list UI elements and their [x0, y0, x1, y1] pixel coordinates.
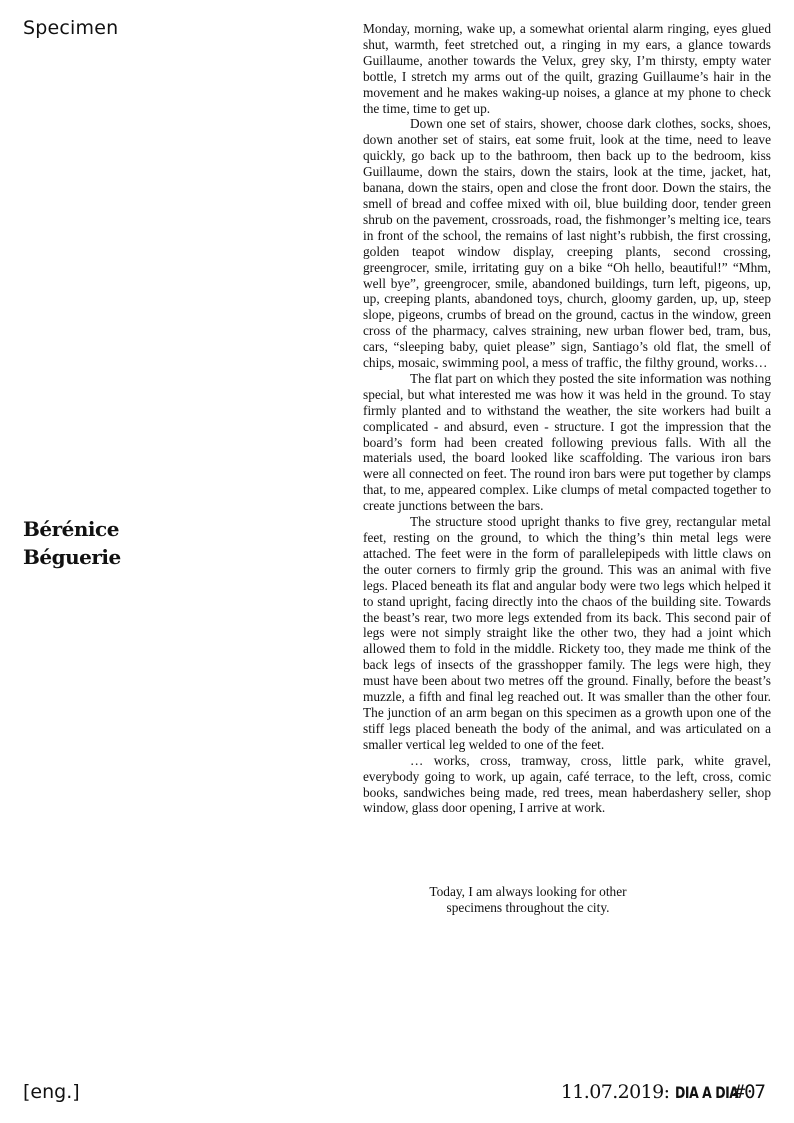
- article-paragraph: … works, cross, tramway, cross, little park, white gravel, everybody going to work, up again, café terrace, to the left, cross, comic books, sandwiches being made, red trees, mean haberdashery seller, shop window, glass door opening, I arrive at work.: [363, 752, 771, 816]
- author-last-name: Béguerie: [23, 545, 121, 569]
- closing-statement: [363, 884, 693, 916]
- series-name: DIA A DIA: [674, 1083, 739, 1102]
- issue-date: 11.07.2019:: [560, 1081, 670, 1103]
- article-paragraph: The structure stood upright thanks to five grey, rectangular metal feet, resting on the ground, to which the thing’s thin metal legs were attached. The feet were in the form of parallelepipeds with little claws on the outer corners to firmly grip the ground. This was an animal with five legs. Placed beneath its flat and angular body were two legs which helped it to stand upright, facing directly into the chaos of the building site. Towards the beast’s rear, two more legs extended from its back. This second pair of legs were not simply straight like the other two, they had a joint which allowed them to fold in the middle. Rickety too, they made me think of the back legs of insects of the grasshopper family. The legs were high, they must have been about two metres off the ground. Finally, before the beast’s muzzle, a fifth and final leg reached out. It was smaller than the other four. The junction of an arm began on this specimen as a growth upon one of the stiff legs placed beneath the body of the animal, and was articulated on a smaller vertical leg welded to one of the feet.: [363, 514, 771, 752]
- issue-number: #07: [733, 1081, 765, 1103]
- issue-info: [561, 1081, 765, 1103]
- article-paragraph: Down one set of stairs, shower, choose dark clothes, socks, shoes, down another set of stairs, eat some fruit, look at the time, need to leave quickly, go back up to the bathroom, then back up to the bedroom, kiss Guillaume, down the stairs, down the stairs, look at the time, jacket, hat, banana, down the stairs, open and close the front door. Down the stairs, the smell of bread and coffee mixed with oil, blue building door, tender green shrub on the pavement, crossroads, road, the fishmonger’s melting ice, tears in front of the school, the remains of last night’s rubbish, the first crossing, golden teapot window display, creeping plants, second crossing, greengrocer, smile, irritating guy on a bike “Oh hello, beautiful!” “Mhm, well bye”, greengrocer, smile, abandoned buildings, turn left, pigeons, up, up, creeping plants, abandoned toys, church, gloomy garden, up, up, steep slope, pigeons, crumbs of bread on the ground, cactus in the window, green cross of the pharmacy, calves straining, new urban flower bed, tram, bus, cars, “sleeping baby, quiet please” sign, Santiago’s old flat, the smell of chips, mosaic, swimming pool, a mess of traffic, the filthy ground, works…: [363, 116, 771, 371]
- closing-line: Today, I am always looking for other: [429, 884, 627, 899]
- article-paragraph: Monday, morning, wake up, a somewhat oriental alarm ringing, eyes glued shut, warmth, feet stretched out, a ringing in my ears, a glance towards Guillaume, another towards the Velux, grey sky, I’m thirsty, empty water bottle, I stretch my arms out of the quilt, grazing Guillaume’s hair in the movement and he makes waking-up noises, a glance at my phone to check the time, time to get up.: [363, 21, 771, 116]
- author-name: [23, 515, 121, 571]
- author-first-name: Bérénice: [23, 517, 119, 541]
- article-paragraph: The flat part on which they posted the site information was nothing special, but what interested me was how it was held in the ground. To stay firmly planted and to withstand the weather, the site workers had built a complicated - and absurd, even - structure. I got the impression that the board’s form had been created following previous falls. With all the materials used, the board looked like scaffolding. The various iron bars were all connected on feet. The round iron bars were put together by clamps that, to me, appeared complex. Like clumps of metal compacted together to create junctions between the bars.: [363, 370, 771, 514]
- article-body: [363, 21, 771, 816]
- section-title: Specimen: [23, 17, 119, 39]
- closing-line: specimens throughout the city.: [446, 900, 610, 915]
- language-tag: [eng.]: [23, 1081, 80, 1103]
